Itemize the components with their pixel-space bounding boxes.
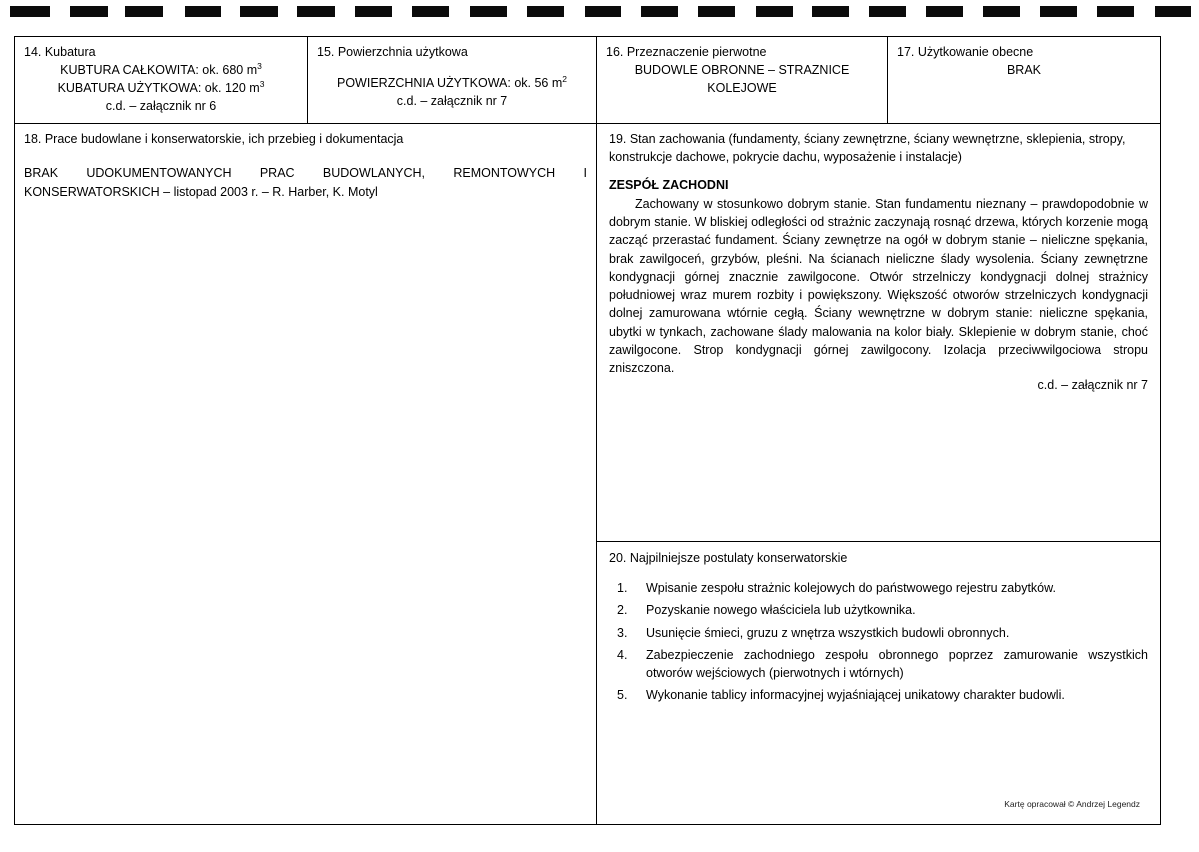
field-20-postulaty	[597, 542, 1160, 714]
field-14-sup-1: 3	[257, 60, 262, 71]
scan-dash	[240, 6, 278, 17]
scan-dash	[698, 6, 735, 17]
field-19-subtitle: ZESPÓŁ ZACHODNI	[609, 177, 729, 192]
list-item-number: 5.	[617, 687, 628, 702]
field-16-przeznaczenie	[597, 37, 888, 124]
field-19-body: Zachowany w stosunkowo dobrym stanie. Stan fundamentu nieznany – prawdopodobnie w dobrym stanie. W bliskiej odległości od strażnic zaczynają rosnąć drzewa, których korzenie mogą zacząć przerastać fundament. Ściany zewnętrze na ogół w dobrym stanie – nieliczne spękania, brak zawilgoceń, grzybów, pleśni. Na ścianach nieliczne ślady wysolenia. Ściany zewnętrzne kondygnacji górnej znacznie zawilgocone. Otwór strzelniczy kondygnacji dolnej strażnicy południowej wraz murem rozbity i powiększony. Większość otworów strzelniczych kondygnacji dolnej zamurowana wtórnie cegłą. Ściany wewnętrzne w dobrym stanie: nieliczne spękania, ubytki w tynkach, zachowane ślady malowania na kolor biały. Sklepienie w dobrym stanie, choć zawilgocone. Strop kondygnacji górnej zawilgocony. Izolacja przeciwwilgociowa stropu zniszczona.	[609, 196, 1148, 375]
list-item	[609, 601, 1148, 619]
list-item-text: Usunięcie śmieci, gruzu z wnętrza wszystkich budowli obronnych.	[646, 625, 1010, 640]
list-item-number: 4.	[617, 647, 628, 662]
field-17-uzytkowanie	[888, 37, 1161, 124]
field-17-label: 17. Użytkowanie obecne	[897, 45, 1034, 59]
list-item-number: 2.	[617, 603, 628, 618]
scan-dash	[355, 6, 392, 17]
scan-dash	[185, 6, 221, 17]
list-item-text: Pozyskanie nowego właściciela lub użytkownika.	[646, 603, 916, 618]
field-19-label: 19. Stan zachowania (fundamenty, ściany zewnętrzne, ściany wewnętrzne, sklepienia, stropy, konstrukcje dachowe, pokrycie dachu, wyposażenie i instalacje)	[609, 132, 1126, 164]
field-16-label: 16. Przeznaczenie pierwotne	[606, 45, 767, 59]
field-15-continuation: c.d. – załącznik nr 7	[396, 94, 508, 108]
record-card-table	[14, 36, 1161, 825]
scan-dash	[10, 6, 50, 17]
field-17-value: BRAK	[1006, 62, 1042, 77]
scan-dash	[1097, 6, 1134, 17]
footer-credit: Kartę opracował © Andrzej Legendz	[1004, 799, 1140, 809]
field-14-sup-2: 3	[259, 78, 265, 89]
list-item-text: Wpisanie zespołu strażnic kolejowych do państwowego rejestru zabytków.	[646, 581, 1056, 596]
list-item-text: Zabezpieczenie zachodniego zespołu obronnego poprzez zamurowanie wszystkich otworów wejściowych (pierwotnych i wtórnych)	[646, 647, 1148, 680]
field-14-label: 14. Kubatura	[24, 45, 96, 59]
field-20-label: 20. Najpilniejsze postulaty konserwatorskie	[609, 551, 848, 566]
field-14-value-1: KUBTURA CAŁKOWITA: ok. 680 $m^3$	[60, 60, 262, 77]
scan-dash	[983, 6, 1020, 17]
field-14-value-2: KUBATURA UŻYTKOWA: ok. 120 $m^3$	[57, 78, 265, 95]
right-column	[597, 124, 1161, 825]
field-18-prace-budowlane	[15, 124, 597, 825]
scan-dash	[585, 6, 621, 17]
scan-dash	[412, 6, 449, 17]
list-item	[609, 624, 1148, 642]
scan-dash	[641, 6, 678, 17]
scan-edge-artifact	[0, 0, 1199, 22]
scan-dash	[812, 6, 849, 17]
table-row	[15, 37, 1161, 124]
field-18-label: 18. Prace budowlane i konserwatorskie, ich przebieg i dokumentacja	[24, 132, 404, 147]
field-16-value-2: KOLEJOWE	[707, 81, 777, 95]
scan-dash	[926, 6, 963, 17]
field-19-continuation: c.d. – załącznik nr 7	[1037, 378, 1148, 393]
scan-dash	[70, 6, 108, 17]
list-item-number: 3.	[617, 625, 628, 640]
scan-dash	[869, 6, 906, 17]
document-page	[14, 36, 1158, 816]
scan-dash	[1040, 6, 1077, 17]
field-14-continuation: c.d. – załącznik nr 6	[105, 99, 217, 114]
list-item	[609, 646, 1148, 682]
field-19-stan-zachowania	[597, 124, 1160, 542]
field-15-powierzchnia	[308, 37, 597, 124]
field-15-sup: 2	[562, 73, 567, 84]
scan-dash	[756, 6, 793, 17]
table-row	[15, 124, 1161, 825]
field-14-kubatura	[15, 37, 308, 124]
field-18-body: BRAK UDOKUMENTOWANYCH PRAC BUDOWLANYCH, REMONTOWYCH I KONSERWATORSKICH – listopad 2003 r. – R. Harber, K. Motyl	[24, 166, 587, 199]
scan-dash	[527, 6, 564, 17]
field-15-value: POWIERZCHNIA UŻYTKOWA: ok. 56 $m^2$	[337, 73, 567, 90]
postulaty-list	[609, 579, 1148, 704]
field-15-label: 15. Powierzchnia użytkowa	[317, 45, 468, 59]
list-item	[609, 686, 1148, 704]
list-item	[609, 579, 1148, 597]
scan-dash	[125, 6, 163, 17]
list-item-number: 1.	[617, 581, 628, 596]
scan-dash	[470, 6, 507, 17]
scan-dash	[1155, 6, 1191, 17]
scan-dash	[297, 6, 335, 17]
field-16-value-1: BUDOWLE OBRONNE – STRAZNICE	[634, 62, 850, 77]
list-item-text: Wykonanie tablicy informacyjnej wyjaśniającej unikatowy charakter budowli.	[646, 687, 1065, 702]
